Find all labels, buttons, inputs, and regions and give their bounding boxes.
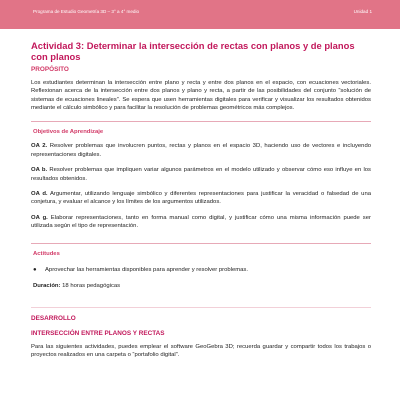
header-bar bbox=[0, 0, 400, 29]
unit-label: Unidad 1 bbox=[353, 9, 372, 14]
development-heading: DESARROLLO bbox=[31, 314, 76, 322]
duration bbox=[33, 282, 371, 290]
duration-label: Duración: bbox=[33, 283, 61, 290]
purpose-heading: PROPÓSITO bbox=[31, 65, 69, 73]
objectives-heading: Objetivos de Aprendizaje bbox=[33, 129, 104, 136]
development-subheading: INTERSECCIÓN ENTRE PLANOS Y RECTAS bbox=[31, 329, 165, 337]
purpose-text: Los estudiantes determinan la intersección entre plano y recta y entre dos planos en el espacio, con ecuaciones vectoriales. Reflexionan acerca de la intersección entre dos planos y plano y recta, a partir de las posibilidades del conjunto “solución de sistemas de ecuaciones lineales”. Se espera que usen herramientas digitales para verificar y visualizar los resultados obtenidos mediante el cálculo simbólico y para facilitar la resolución de problemas geométricos más complejos. bbox=[31, 79, 371, 112]
objective-text: Argumentar, utilizando lenguaje simbólico y diferentes representaciones para justificar la veracidad o falsedad de una conjetura, y evaluar el alcance y los límites de los argumentos utilizados. bbox=[31, 191, 371, 206]
objective-text: Elaborar representaciones, tanto en forma manual como digital, y justificar cómo una misma información puede ser utilizada según el tipo de representación. bbox=[31, 214, 371, 230]
objective-code: OA b. bbox=[31, 167, 48, 174]
section-divider bbox=[31, 307, 371, 308]
page-content bbox=[31, 40, 371, 359]
bullet-icon: ● bbox=[33, 266, 37, 273]
attitude-text: Aprovechar las herramientas disponibles para aprender y resolver problemas. bbox=[45, 266, 249, 273]
attitudes-heading: Actitudes bbox=[33, 250, 60, 257]
objective-code: OA 2. bbox=[31, 143, 48, 150]
objective-code: OA g. bbox=[31, 214, 48, 221]
development-text: Para las siguientes actividades, puedes emplear el software GeoGebra 3D; recuerda guardar y compartir todos los trabajos o proyectos realizados en una carpeta o “portafolio digital”. bbox=[31, 343, 371, 358]
objective-text: Resolver problemas que involucren puntos, rectas y planos en el espacio 3D, haciendo uso de vectores e incluyendo representaciones digitales. bbox=[31, 143, 372, 158]
program-name: Programa de Estudio Geometría 3D – 3° a 4° medio bbox=[33, 9, 140, 14]
objectives-box bbox=[31, 121, 371, 230]
objective-code: OA d. bbox=[31, 191, 48, 198]
objective-item bbox=[31, 166, 371, 183]
objective-item bbox=[31, 142, 371, 159]
objective-text: Resolver problemas que impliquen variar algunos parámetros en el modelo utilizado y observar cómo eso influye en los resultados obtenidos. bbox=[31, 167, 371, 182]
attitudes-box bbox=[31, 243, 371, 291]
duration-value: 18 horas pedagógicas bbox=[62, 283, 121, 290]
objective-item bbox=[31, 190, 371, 207]
objective-item bbox=[31, 214, 371, 231]
attitude-item bbox=[33, 266, 371, 274]
activity-title: Actividad 3: Determinar la intersección de rectas con planos y de planos con planos bbox=[31, 40, 355, 63]
